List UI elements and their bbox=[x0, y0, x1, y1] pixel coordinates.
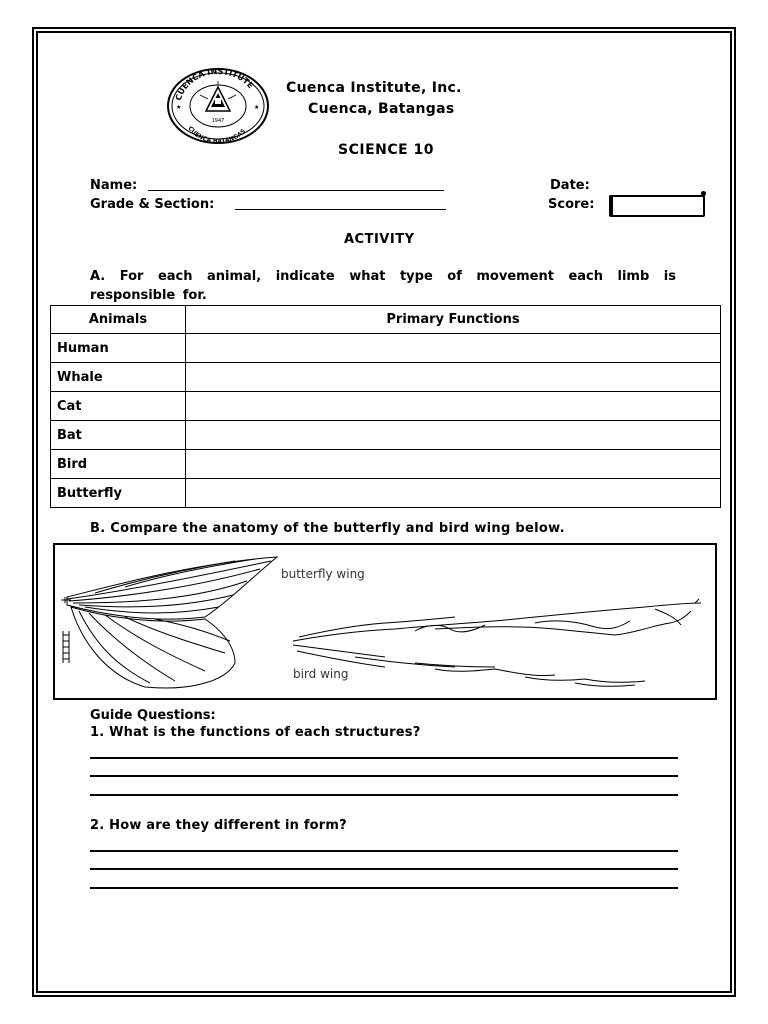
grade-section-field[interactable] bbox=[235, 209, 446, 210]
col-header-animals: Animals bbox=[51, 306, 186, 334]
table-row bbox=[51, 421, 721, 450]
subject-title: SCIENCE 10 bbox=[338, 142, 435, 158]
wing-comparison-figure bbox=[53, 543, 717, 700]
animal-name: Bat bbox=[51, 421, 186, 450]
function-cell[interactable] bbox=[186, 450, 721, 479]
col-header-primary-functions: Primary Functions bbox=[186, 306, 721, 334]
score-label: Score: bbox=[548, 197, 595, 212]
table-row bbox=[51, 392, 721, 421]
wing-illustration bbox=[55, 545, 715, 698]
answer-line[interactable] bbox=[90, 794, 678, 796]
svg-text:CUENCA BATANGAS: CUENCA BATANGAS bbox=[186, 125, 248, 145]
svg-text:★: ★ bbox=[176, 104, 182, 111]
table-row bbox=[51, 450, 721, 479]
date-label: Date: bbox=[550, 178, 590, 193]
inner-border bbox=[36, 31, 732, 993]
answer-line[interactable] bbox=[90, 887, 678, 889]
answer-line[interactable] bbox=[90, 775, 678, 777]
bird-wing-label: bird wing bbox=[293, 667, 349, 681]
school-name: Cuenca Institute, Inc. bbox=[286, 80, 462, 96]
answer-line[interactable] bbox=[90, 868, 678, 870]
animals-table bbox=[50, 305, 721, 508]
name-label: Name: bbox=[90, 178, 138, 193]
function-cell[interactable] bbox=[186, 392, 721, 421]
school-location: Cuenca, Batangas bbox=[308, 101, 455, 117]
animal-name: Whale bbox=[51, 363, 186, 392]
animal-name: Human bbox=[51, 334, 186, 363]
answer-line[interactable] bbox=[90, 850, 678, 852]
butterfly-wing-label: butterfly wing bbox=[281, 567, 365, 581]
score-box-corner bbox=[701, 191, 706, 196]
animal-name: Bird bbox=[51, 450, 186, 479]
function-cell[interactable] bbox=[186, 363, 721, 392]
name-field[interactable] bbox=[148, 190, 444, 191]
part-a-instruction: A. For each animal, indicate what type of movement each limb is responsible for. bbox=[90, 269, 676, 303]
school-seal-logo bbox=[166, 67, 270, 145]
table-row bbox=[51, 363, 721, 392]
svg-text:CUENCA INSTITUTE: CUENCA INSTITUTE bbox=[173, 67, 256, 102]
animal-name: Butterfly bbox=[51, 479, 186, 508]
answer-line[interactable] bbox=[90, 757, 678, 759]
table-row bbox=[51, 334, 721, 363]
question-2: 2. How are they different in form? bbox=[90, 818, 347, 833]
table-row bbox=[51, 479, 721, 508]
guide-questions-heading: Guide Questions: bbox=[90, 708, 216, 723]
function-cell[interactable] bbox=[186, 479, 721, 508]
question-1: 1. What is the functions of each structures? bbox=[90, 725, 421, 740]
function-cell[interactable] bbox=[186, 421, 721, 450]
animal-name: Cat bbox=[51, 392, 186, 421]
function-cell[interactable] bbox=[186, 334, 721, 363]
svg-text:★: ★ bbox=[254, 104, 260, 111]
activity-title: ACTIVITY bbox=[344, 232, 415, 247]
part-b-instruction: B. Compare the anatomy of the butterfly and bird wing below. bbox=[90, 521, 565, 536]
svg-text:1947: 1947 bbox=[211, 118, 225, 124]
grade-section-label: Grade & Section: bbox=[90, 197, 215, 212]
score-box[interactable] bbox=[609, 195, 705, 217]
